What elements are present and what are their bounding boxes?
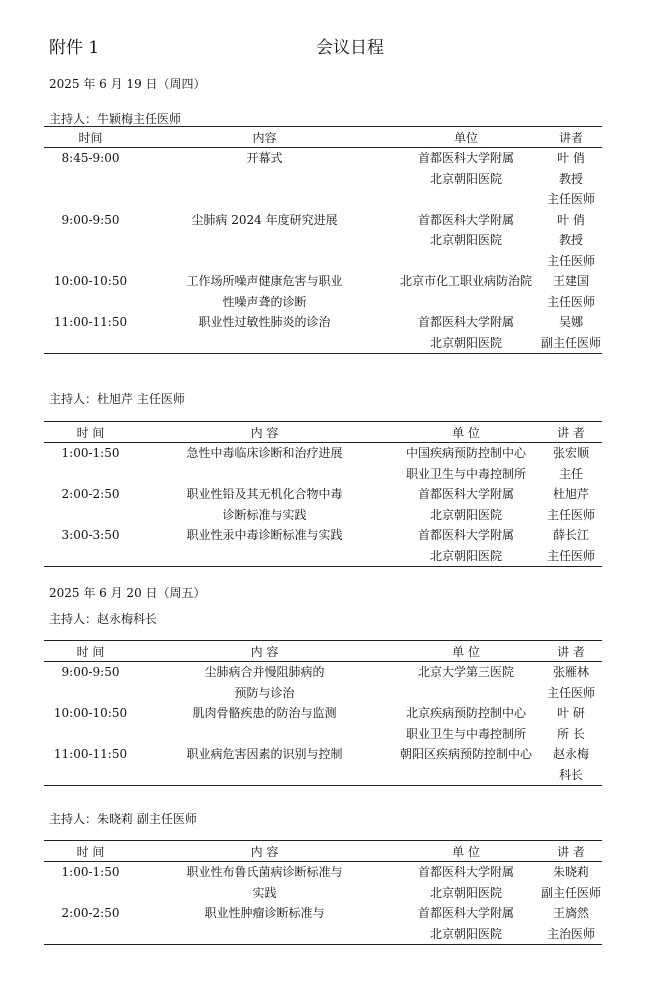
- cell-text: 职业病危害因素的识别与控制: [186, 747, 343, 761]
- cell-text: 张宏顺: [552, 446, 589, 460]
- cell-text: 副主任医师: [540, 885, 601, 900]
- column-header-content: 内 容: [137, 841, 392, 862]
- cell-unit: [392, 903, 540, 945]
- table-row: [44, 525, 602, 567]
- cell-text: 工作场所噪声健康危害与职业: [186, 274, 343, 288]
- cell-text: 1:00-1:50: [61, 865, 120, 879]
- cell-text: 朱晓莉: [552, 865, 589, 879]
- cell-content: [137, 903, 392, 945]
- table-row: [44, 312, 602, 354]
- cell-text: 首都医科大学附属: [417, 906, 514, 920]
- attachment-label: 附件 1: [49, 38, 100, 58]
- table-row: [44, 210, 602, 272]
- cell-speaker: [540, 703, 602, 744]
- cell-time: [44, 903, 137, 945]
- cell-text: 朝阳区疾病预防控制中心: [399, 747, 532, 761]
- cell-text: 主任医师: [546, 685, 595, 700]
- cell-text: 首都医科大学附属: [417, 151, 514, 165]
- table-row: [44, 862, 602, 904]
- cell-speaker: [540, 271, 602, 312]
- cell-text: 开幕式: [246, 151, 283, 165]
- column-header-time: 时间: [44, 127, 137, 148]
- cell-content: [137, 312, 392, 354]
- cell-content: [137, 271, 392, 312]
- page-title: 会议日程: [316, 38, 384, 58]
- cell-speaker: [540, 862, 602, 904]
- cell-text: 薛长江: [552, 528, 589, 542]
- cell-text: 3:00-3:50: [61, 528, 120, 542]
- session-host: 主持人：赵永梅科长: [49, 612, 158, 626]
- column-header-speaker: 讲 者: [540, 641, 602, 662]
- cell-text: 北京朝阳医院: [429, 233, 502, 247]
- schedule-table: [44, 421, 602, 567]
- column-header-unit: 单 位: [392, 422, 540, 443]
- cell-text: 10:00-10:50: [53, 706, 128, 720]
- cell-text: 张雁林: [552, 665, 589, 679]
- column-header-unit: 单 位: [392, 641, 540, 662]
- column-header-content: 内 容: [137, 422, 392, 443]
- cell-text: 教授: [558, 233, 583, 247]
- cell-text: 11:00-11:50: [53, 315, 128, 329]
- cell-text: 主任医师: [546, 507, 595, 522]
- cell-text: 北京市化工职业病防治院: [399, 274, 532, 288]
- column-header-time: 时 间: [44, 422, 137, 443]
- cell-text: 首都医科大学附属: [417, 212, 514, 227]
- cell-time: [44, 862, 137, 904]
- cell-time: [44, 148, 137, 210]
- cell-text: 10:00-10:50: [53, 274, 128, 288]
- cell-text: 尘肺病 2024 年度研究进展: [191, 212, 338, 227]
- cell-content: [137, 703, 392, 744]
- cell-text: 职业性过敏性肺炎的诊治: [198, 315, 331, 329]
- cell-text: 主任医师: [546, 253, 595, 268]
- cell-text: 职业卫生与中毒控制所: [405, 726, 526, 741]
- cell-speaker: [540, 662, 602, 704]
- cell-speaker: [540, 484, 602, 525]
- table-row: [44, 443, 602, 485]
- cell-content: [137, 484, 392, 525]
- cell-text: 主任: [558, 466, 583, 481]
- cell-text: 教授: [558, 171, 583, 186]
- cell-text: 首都医科大学附属: [417, 487, 514, 501]
- cell-unit: [392, 312, 540, 354]
- cell-text: 职业卫生与中毒控制所: [405, 466, 526, 481]
- cell-unit: [392, 271, 540, 312]
- cell-unit: [392, 703, 540, 744]
- cell-text: 预防与诊治: [234, 685, 295, 700]
- session-host: 主持人：牛颖梅主任医师: [49, 112, 182, 126]
- column-header-speaker: 讲 者: [540, 422, 602, 443]
- cell-speaker: [540, 312, 602, 354]
- cell-text: 主治医师: [546, 926, 595, 941]
- cell-text: 王旖然: [552, 906, 589, 920]
- column-header-time: 时 间: [44, 841, 137, 862]
- cell-speaker: [540, 903, 602, 945]
- column-header-content: 内容: [137, 127, 392, 148]
- table-row: [44, 484, 602, 525]
- cell-text: 吴娜: [558, 315, 583, 329]
- table-row: [44, 703, 602, 744]
- cell-unit: [392, 484, 540, 525]
- cell-unit: [392, 525, 540, 567]
- table-row: [44, 744, 602, 786]
- cell-speaker: [540, 525, 602, 567]
- cell-unit: [392, 210, 540, 272]
- cell-content: [137, 443, 392, 485]
- cell-text: 1:00-1:50: [61, 446, 120, 460]
- table-row: [44, 903, 602, 945]
- column-header-content: 内 容: [137, 641, 392, 662]
- table-row: [44, 271, 602, 312]
- cell-text: 主任医师: [546, 192, 595, 206]
- cell-time: [44, 703, 137, 744]
- cell-text: 主任医师: [546, 548, 595, 563]
- table-row: [44, 148, 602, 210]
- cell-text: 科长: [558, 767, 583, 782]
- cell-unit: [392, 862, 540, 904]
- cell-speaker: [540, 210, 602, 272]
- cell-text: 叶 俏: [557, 151, 585, 165]
- cell-time: [44, 662, 137, 704]
- column-header-unit: 单位: [392, 127, 540, 148]
- cell-text: 2:00-2:50: [61, 906, 120, 920]
- session-host: 主持人：杜旭芹 主任医师: [49, 392, 185, 406]
- cell-text: 北京朝阳医院: [429, 885, 502, 900]
- column-header-speaker: 讲 者: [540, 841, 602, 862]
- cell-text: 9:00-9:50: [61, 212, 120, 227]
- cell-text: 北京疾病预防控制中心: [405, 706, 526, 720]
- cell-text: 北京朝阳医院: [429, 926, 502, 941]
- meeting-date: 2025 年 6 月 20 日（周五）: [49, 586, 206, 600]
- cell-content: [137, 744, 392, 786]
- cell-text: 职业性肿瘤诊断标准与: [204, 906, 325, 920]
- cell-text: 性噪声聋的诊断: [222, 294, 307, 309]
- column-header-unit: 单 位: [392, 841, 540, 862]
- cell-content: [137, 862, 392, 904]
- cell-text: 急性中毒临床诊断和治疗进展: [186, 446, 343, 460]
- cell-text: 11:00-11:50: [53, 747, 128, 761]
- cell-unit: [392, 148, 540, 210]
- cell-unit: [392, 662, 540, 704]
- cell-text: 2:00-2:50: [61, 487, 120, 501]
- cell-speaker: [540, 744, 602, 786]
- schedule-table: [44, 640, 602, 786]
- table-row: [44, 662, 602, 704]
- cell-text: 主任医师: [546, 294, 595, 309]
- cell-text: 王建国: [552, 274, 589, 288]
- cell-text: 尘肺病合并慢阻肺病的: [204, 665, 325, 679]
- column-header-time: 时 间: [44, 641, 137, 662]
- cell-time: [44, 443, 137, 485]
- cell-text: 赵永梅: [552, 747, 589, 761]
- cell-text: 叶 研: [557, 706, 585, 720]
- cell-content: [137, 525, 392, 567]
- cell-text: 北京大学第三医院: [417, 665, 514, 679]
- cell-text: 肌肉骨骼疾患的防治与监测: [192, 706, 337, 720]
- cell-time: [44, 484, 137, 525]
- cell-time: [44, 210, 137, 272]
- cell-time: [44, 312, 137, 354]
- cell-text: 所 长: [557, 726, 585, 741]
- cell-unit: [392, 443, 540, 485]
- cell-text: 职业性汞中毒诊断标准与实践: [186, 528, 343, 542]
- cell-text: 北京朝阳医院: [429, 548, 502, 563]
- cell-content: [137, 210, 392, 272]
- cell-text: 8:45-9:00: [61, 151, 120, 165]
- schedule-table: [44, 840, 602, 945]
- cell-text: 职业性布鲁氏菌病诊断标准与: [186, 865, 343, 879]
- cell-time: [44, 271, 137, 312]
- cell-speaker: [540, 148, 602, 210]
- cell-text: 首都医科大学附属: [417, 528, 514, 542]
- cell-content: [137, 662, 392, 704]
- cell-time: [44, 525, 137, 567]
- cell-text: 职业性铅及其无机化合物中毒: [186, 487, 343, 501]
- cell-speaker: [540, 443, 602, 485]
- cell-text: 北京朝阳医院: [429, 335, 502, 350]
- cell-unit: [392, 744, 540, 786]
- cell-text: 首都医科大学附属: [417, 315, 514, 329]
- cell-text: 实践: [252, 885, 277, 900]
- column-header-speaker: 讲者: [540, 127, 602, 148]
- cell-text: 副主任医师: [540, 335, 601, 350]
- cell-text: 中国疾病预防控制中心: [405, 446, 526, 460]
- cell-time: [44, 744, 137, 786]
- cell-text: 杜旭芹: [552, 487, 589, 501]
- cell-text: 北京朝阳医院: [429, 507, 502, 522]
- cell-content: [137, 148, 392, 210]
- meeting-date: 2025 年 6 月 19 日（周四）: [49, 77, 206, 91]
- cell-text: 9:00-9:50: [61, 665, 120, 679]
- schedule-table: [44, 126, 602, 354]
- cell-text: 诊断标准与实践: [222, 507, 307, 522]
- cell-text: 首都医科大学附属: [417, 865, 514, 879]
- session-host: 主持人：朱晓莉 副主任医师: [49, 812, 197, 826]
- cell-text: 北京朝阳医院: [429, 171, 502, 186]
- cell-text: 叶 俏: [557, 212, 585, 227]
